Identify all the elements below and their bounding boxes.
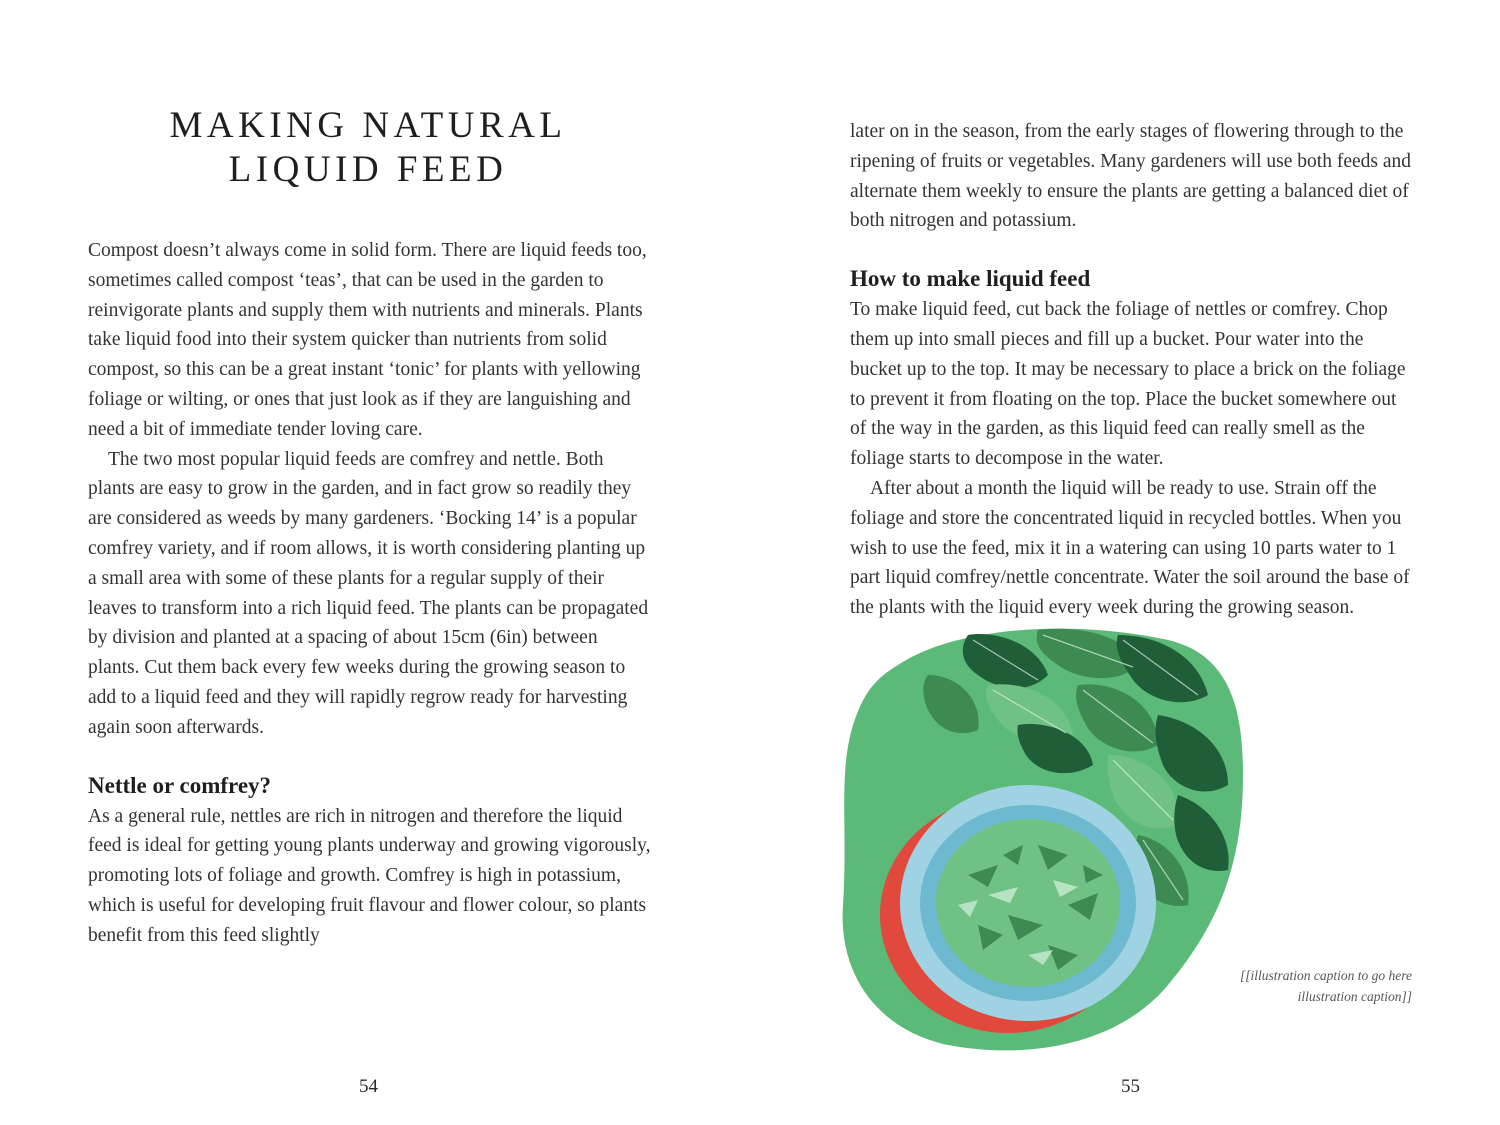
- nettle-comfrey-paragraph: As a general rule, nettles are rich in nitrogen and therefore the liquid feed is ideal for getting young plants underway and growing vigorously, promoting lots of foliage and growth. Comfrey is high in potassium, which is useful for developing fruit flavour and flower colour, so plants benefit from this feed slightly: [88, 805, 651, 946]
- popular-feeds-paragraph: The two most popular liquid feeds are comfrey and nettle. Both plants are easy to grow in the garden, and in fact grow so readily they are considered as weeds by many gardeners. ‘Bocking 14’ is a popular comfrey variety, and if room allows, it is worth considering planting up a small area with some of these plants for a regular supply of their leaves to transform into a rich liquid feed. The plants can be propagated by division and planted at a spacing of about 15cm (6in) between plants. Cut them back every few weeks during the growing season to add to a liquid feed and they will rapidly regrow ready for harvesting again soon afterwards.: [88, 448, 649, 738]
- strain-text: After about a month the liquid will be ready to use. Strain off the foliage and store the concentrated liquid in recycled bottles. When you wish to use the feed, mix it in a watering can using 10 parts water to 1 part liquid comfrey/nettle concentrate. Water the soil around the base of the plants with the liquid every week during the growing season.: [850, 478, 1410, 618]
- right-page: [750, 0, 1500, 1125]
- continued-paragraph: later on in the season, from the early stages of flowering through to the ripening of fruits or vegetables. Many gardeners will use both feeds and alternate them weekly to ensure the plants are getting a balanced diet of both nitrogen and potassium.: [850, 121, 1412, 232]
- chapter-title-line-1: MAKING NATURAL: [169, 105, 567, 146]
- intro-paragraph: Compost doesn’t always come in solid form. There are liquid feeds too, sometimes called compost ‘teas’, that can be used in the garden to reinvigorate plants and supply them with nutrients and minerals. Plants take liquid food into their system quicker than nutrients from solid compost, so this can be a great instant ‘tonic’ for plants with yellowing foliage or wilting, or ones that just look as if they are languishing and need a bit of immediate tender loving care.: [88, 240, 647, 440]
- nettle-bucket-illustration: [838, 625, 1248, 1055]
- strain-and-use-paragraph: [850, 474, 1416, 623]
- how-to-paragraph: To make liquid feed, cut back the foliage of nettles or comfrey. Chop them up into small pieces and fill up a bucket. Pour water into the bucket up to the top. It may be necessary to place a brick on the foliage to prevent it from floating on the top. Place the bucket somewhere out of the way in the garden, as this liquid feed can really smell as the foliage starts to decompose in the water.: [850, 299, 1406, 470]
- nettle-or-comfrey-heading: Nettle or comfrey?: [88, 772, 272, 798]
- chapter-title-line-2: LIQUID FEED: [228, 149, 508, 190]
- page-number-left: 54: [359, 1076, 378, 1097]
- chapter-title: [88, 104, 648, 192]
- left-body-column: [88, 236, 653, 951]
- page-number-right: 55: [1121, 1076, 1140, 1097]
- illustration-caption: [[illustration caption to go here illustration caption]]: [1240, 968, 1412, 1004]
- how-to-make-heading: How to make liquid feed: [850, 266, 1091, 292]
